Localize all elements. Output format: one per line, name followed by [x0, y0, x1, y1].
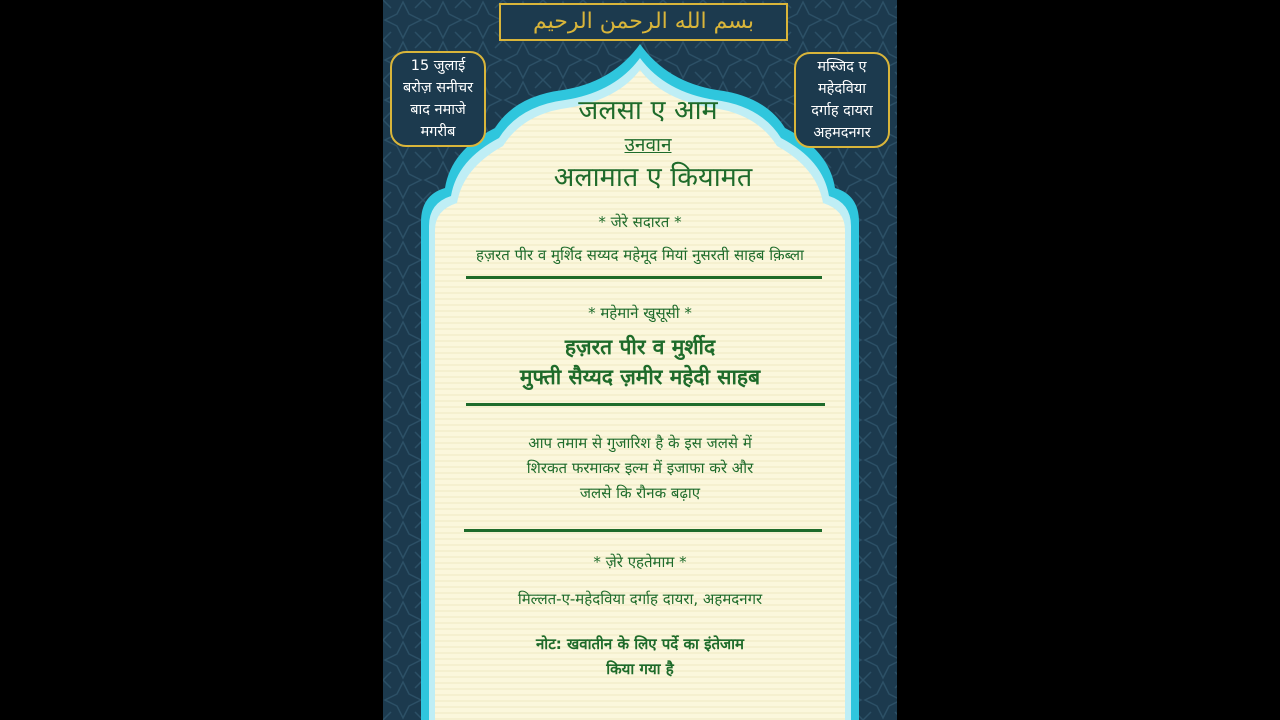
- venue-badge-text: मस्जिद ए महेदविया दर्गाह दायरा अहमदनगर: [811, 59, 873, 141]
- note-line2: किया गया है: [606, 660, 674, 678]
- appeal-line2: शिरकत फरमाकर इल्म में इजाफा करे और: [526, 459, 754, 477]
- event-title: जलसा ए आम: [578, 95, 718, 126]
- venue-badge: [794, 52, 890, 148]
- appeal-line1: आप तमाम से गुजारिश है के इस जलसे में: [528, 434, 752, 452]
- presidency-heading: * जेरे सदारत *: [598, 213, 682, 231]
- invitation-poster: [383, 0, 897, 720]
- note-line1: नोट: खवातीन के लिए पर्दे का इंतेजाम: [535, 635, 745, 653]
- organizer-heading: * ज़ेरे एहतेमाम *: [593, 553, 687, 571]
- guest-name-line2: मुफ्ती सैय्यद ज़मीर महेदी साहब: [519, 365, 761, 389]
- guest-heading: * महेमाने खुसूसी *: [588, 304, 692, 322]
- subtitle-label: उनवान: [624, 134, 672, 156]
- organizer-name: मिल्लत-ए-महेदविया दर्गाह दायरा, अहमदनगर: [517, 590, 763, 608]
- guest-name-line1: हज़रत पीर व मुर्शीद: [564, 335, 716, 359]
- divider-3: [464, 529, 822, 532]
- appeal-line3: जलसे कि रौनक बढ़ाए: [579, 484, 701, 502]
- date-badge: [390, 51, 486, 147]
- presidency-name: हज़रत पीर व मुर्शिद सय्यद महेमूद मियां नुसरती साहब क़िब्ला: [476, 246, 804, 264]
- date-badge-text: 15 जुलाई बरोज़ सनीचर बाद नमाजे मगरीब: [402, 58, 474, 140]
- divider-1: [466, 276, 822, 279]
- bismillah-banner: بسم الله الرحمن الرحيم: [499, 3, 788, 41]
- divider-2: [466, 403, 825, 406]
- event-topic: अलामात ए कियामत: [553, 162, 753, 193]
